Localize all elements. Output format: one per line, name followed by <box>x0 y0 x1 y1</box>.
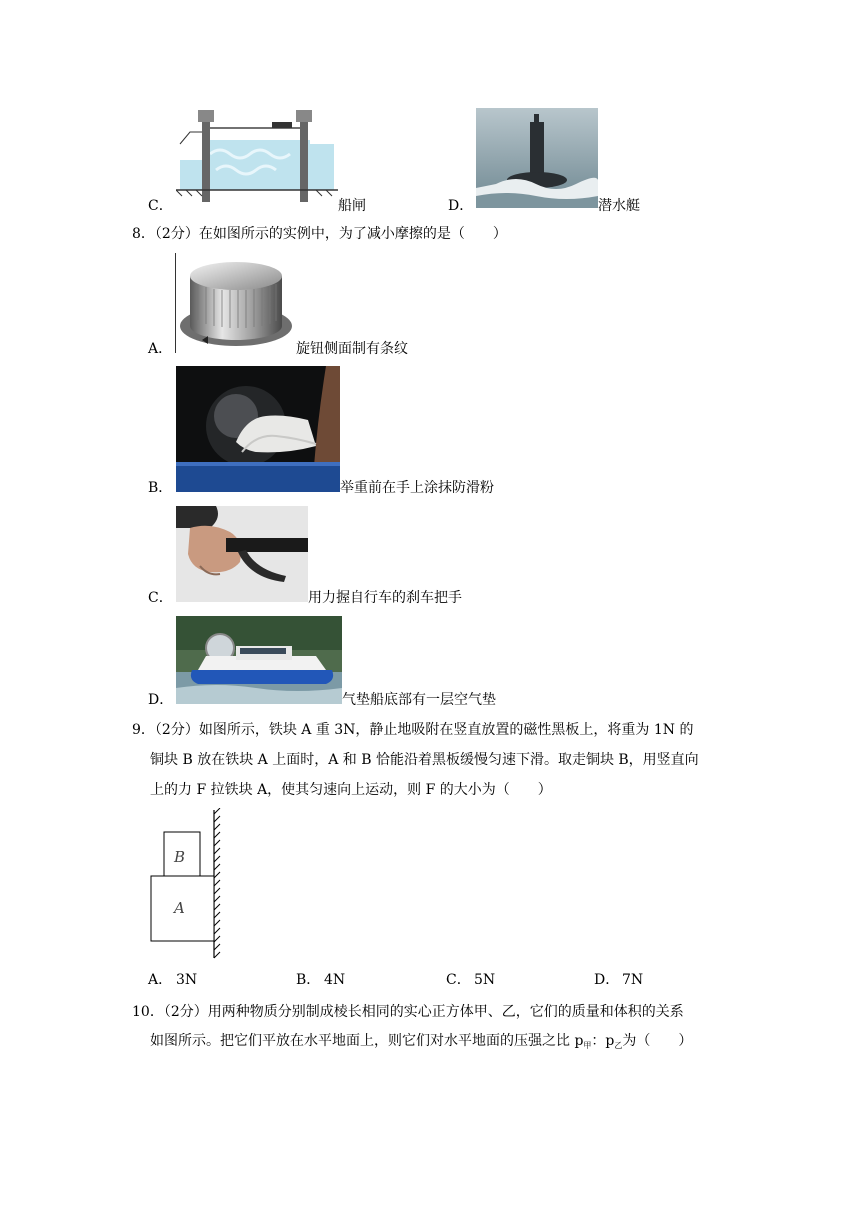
q8-option-d-letter: D． <box>148 692 174 708</box>
option-c-letter: C． <box>148 198 173 214</box>
q9-option-d-letter: D． <box>594 972 620 988</box>
option-c-caption: 船闸 <box>338 198 366 214</box>
hovercraft-image <box>176 616 342 704</box>
knob-image <box>176 254 296 352</box>
q10-colon: ：p <box>591 1033 615 1049</box>
q9-option-c-letter: C． <box>446 972 471 988</box>
ship-lock-image <box>176 104 338 210</box>
q8-option-b-letter: B． <box>148 480 173 496</box>
q9-line-1: 9．（2分）如图所示，铁块 A 重 3N，静止地吸附在竖直放置的磁性黑板上，将重为 1N 的 <box>132 722 694 738</box>
q9-option-a-letter: A． <box>148 972 173 988</box>
q8-option-a-caption: 旋钮侧面制有条纹 <box>296 341 408 357</box>
q8-stem: 8．（2分）在如图所示的实例中，为了减小摩擦的是（ ） <box>132 226 507 242</box>
q9-option-b-value: 4N <box>324 972 346 988</box>
q10-line-2 <box>150 1031 692 1056</box>
q9-option-d-value: 7N <box>622 972 644 988</box>
q8-option-b-caption: 举重前在手上涂抹防滑粉 <box>340 480 494 496</box>
option-d-caption: 潜水艇 <box>598 198 640 214</box>
q8-option-c-caption: 用力握自行车的刹车把手 <box>308 590 462 606</box>
q10-subscript-jia: 甲 <box>583 1041 592 1050</box>
option-d-letter: D． <box>448 198 474 214</box>
q10-line-1: 10．（2分）用两种物质分别制成棱长相同的实心正方体甲、乙，它们的质量和体积的关系 <box>132 1004 684 1020</box>
board-hatching <box>146 808 226 960</box>
q9-option-c-value: 5N <box>474 972 496 988</box>
q8-option-c-letter: C． <box>148 590 173 606</box>
board-diagram <box>146 808 226 960</box>
q10-line-2-end: 为（ ） <box>622 1033 693 1049</box>
submarine-image <box>476 108 598 208</box>
q8-option-d-caption: 气垫船底部有一层空气垫 <box>342 692 496 708</box>
q10-subscript-yi: 乙 <box>614 1041 623 1050</box>
q10-line-2-text: 如图所示。把它们平放在水平地面上，则它们对水平地面的压强之比 p <box>150 1033 584 1049</box>
block-b-label: B <box>174 848 186 866</box>
block-a-label: A <box>174 899 185 917</box>
q9-option-b-letter: B． <box>296 972 321 988</box>
q9-option-a-value: 3N <box>176 972 198 988</box>
bike-brake-image <box>176 506 308 602</box>
q8-option-a-letter: A． <box>148 341 173 357</box>
q9-line-2: 铜块 B 放在铁块 A 上面时，A 和 B 恰能沿着黑板缓慢匀速下滑。取走铜块 B，用竖直向 <box>150 752 699 768</box>
chalk-hands-image <box>176 366 340 492</box>
q9-line-3: 上的力 F 拉铁块 A，使其匀速向上运动，则 F 的大小为（ ） <box>150 782 552 798</box>
